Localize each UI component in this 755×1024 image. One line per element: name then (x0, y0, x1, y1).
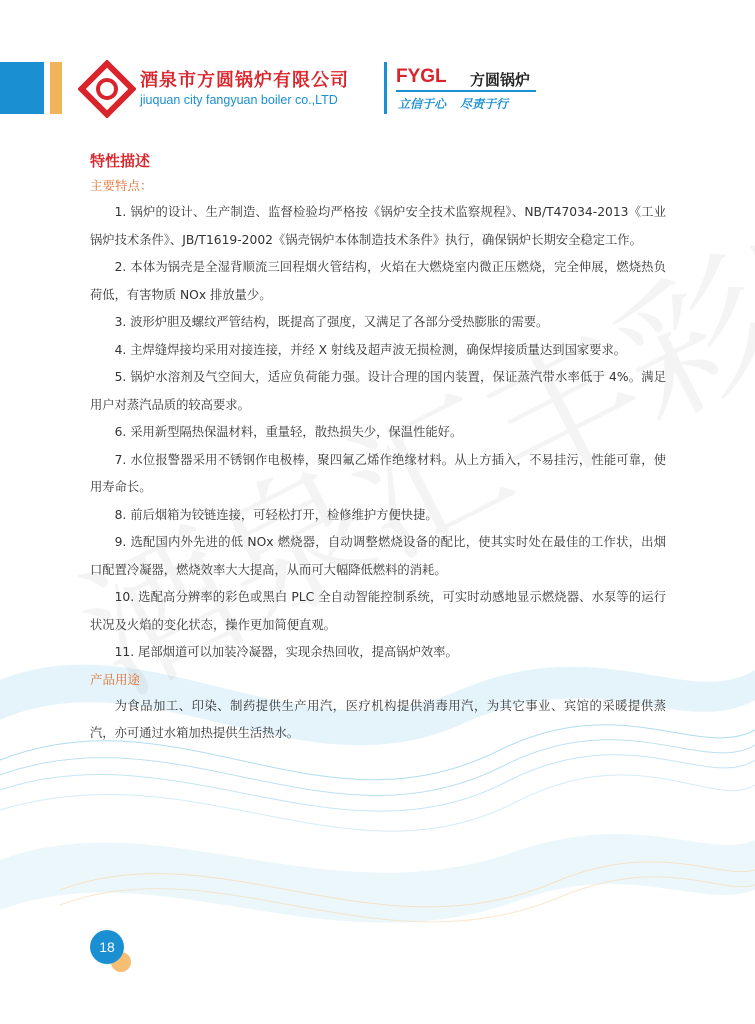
feature-item: 11. 尾部烟道可以加装冷凝器，实现余热回收，提高锅炉效率。 (114, 645, 458, 659)
brand-underline (396, 90, 536, 92)
company-name-en: jiuquan city fangyuan boiler co.,LTD (140, 93, 338, 107)
company-name-cn: 酒泉市方圆锅炉有限公司 (140, 70, 349, 91)
feature-list (90, 199, 666, 667)
page-number: 18 (90, 930, 124, 964)
brand-abbreviation: FYGL (396, 66, 447, 87)
company-logo-icon (78, 60, 136, 118)
feature-item: 3. 波形炉胆及螺纹严管结构，既提高了强度，又满足了各部分受热膨胀的需要。 (114, 315, 549, 329)
feature-item: 4. 主焊缝焊接均采用对接连接，并经 X 射线及超声波无损检测，确保焊接质量达到国家要求。 (114, 342, 627, 357)
feature-item: 9. 选配国内外先进的低 NOx 燃烧器，自动调整燃烧设备的配比，使其实时处在最佳的工作状，出烟口配置冷凝器，燃烧效率大大提高，从而可大幅降低燃料的消耗。 (90, 535, 666, 577)
main-content (90, 150, 666, 748)
feature-item: 1. 锅炉的设计、生产制造、监督检验均严格按《锅炉安全技术监察规程》、NB/T47034-2013《工业锅炉技术条件》、JB/T1619-2002《锅壳锅炉本体制造技术条件》执行，确保锅炉长期安全稳定工作。 (90, 205, 666, 247)
header-accent-blue (0, 62, 44, 114)
features-heading: 主要特点： (90, 178, 153, 193)
feature-item: 5. 锅炉水溶剂及气空间大，适应负荷能力强。设计合理的国内装置，保证蒸汽带水率低于 4%。满足用户对蒸汽品质的较高要求。 (90, 370, 666, 412)
section-title: 特性描述 (90, 152, 151, 170)
feature-item: 8. 前后烟箱为铰链连接，可轻松打开，检修维护方便快捷。 (114, 507, 438, 522)
usage-heading: 产品用途 (90, 671, 141, 687)
usage-text: 为食品加工、印染、制药提供生产用汽，医疗机构提供消毒用汽，为其它事业、宾馆的采暖提供蒸汽，亦可通过水箱加热提供生活热水。 (90, 698, 666, 740)
slogan-right: 尽责于行 (460, 97, 509, 111)
slogan (398, 95, 508, 112)
feature-item: 7. 水位报警器采用不锈钢作电极棒，聚四氟乙烯作绝缘材料。从上方插入，不易挂污，性能可靠，使用寿命长。 (90, 452, 666, 494)
feature-item: 6. 采用新型隔热保温材料，重量轻，散热损失少，保温性能好。 (114, 425, 463, 439)
feature-item: 10. 选配高分辨率的彩色或黑白 PLC 全自动智能控制系统，可实时动感地显示燃烧器、水泵等的运行状况及火焰的变化状态，操作更加简便直观。 (90, 590, 666, 632)
slogan-left: 立信于心 (398, 97, 447, 111)
header-divider (384, 62, 387, 114)
feature-item: 2. 本体为锅壳是全湿背顺流三回程烟火管结构，火焰在大燃烧室内微正压燃烧，完全伸展，燃烧热负荷低，有害物质 NOx 排放量少。 (90, 260, 666, 302)
header-accent-orange (50, 62, 62, 114)
brand-name-cn: 方圆锅炉 (470, 71, 531, 89)
